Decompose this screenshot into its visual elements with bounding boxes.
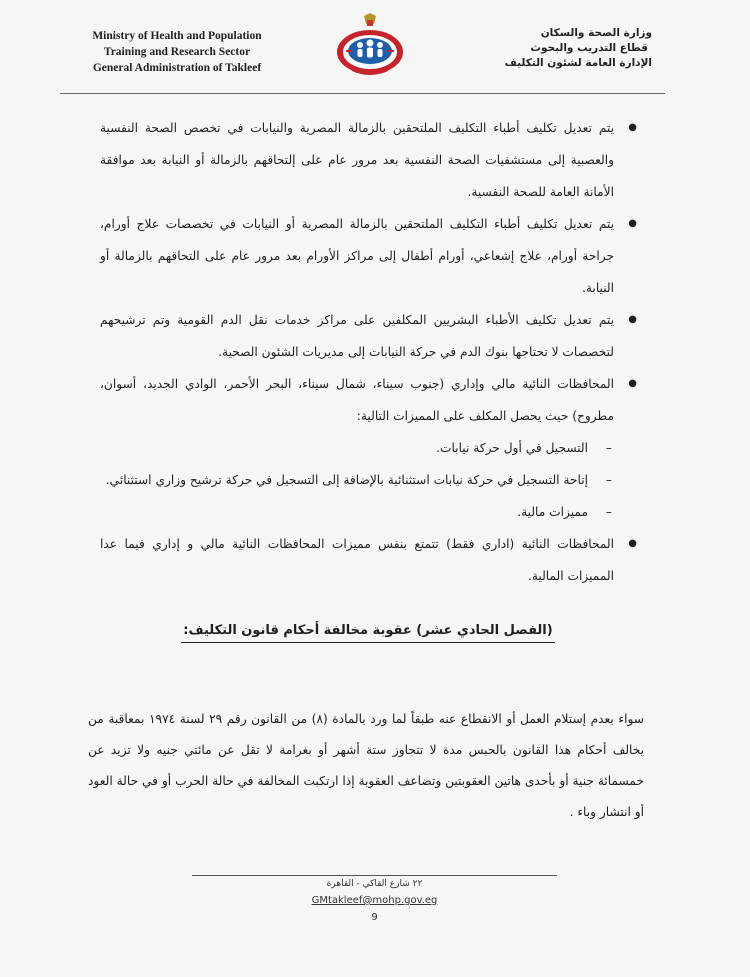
bullet-item: ● المحافظات النائية (اداري فقط) تتمتع بنفس مميزات المحافظات النائية مالي و إداري فيما عدا المميزات المالية.: [100, 528, 636, 592]
bullet-item: ● يتم تعديل تكليف الأطباء البشريين المكلفين على مراكز خدمات نقل الدم القومية وتم ترشيحهم لتخصصات لا تحتاجها بنوك الدم في حركة النيابات إلى مديريات الشئون الصحية.: [100, 304, 636, 368]
footer-divider: [192, 875, 557, 876]
page-number: 9: [371, 912, 378, 923]
header-english-line-1: Ministry of Health and Population: [92, 30, 262, 42]
header-arabic-line-3: الإدارة العامة لشئون التكليف: [504, 57, 652, 69]
footer-address: ٢٢ شارع القاكي - القاهرة: [326, 879, 423, 889]
bullet-item: ● يتم تعديل تكليف أطباء التكليف الملتحقين بالزمالة المصرية والنيابات في تخصص الصحة النفسية والعصبية إلى مستشفيات الصحة النفسية بعد مرور عام على إلتحاقهم بالزمالة أو النيابة بعد موافقة الأمانة العامة للصحة النفسية.: [100, 112, 636, 208]
chapter-heading: [100, 614, 636, 646]
header-arabic: [492, 26, 652, 71]
sub-item: – مميزات مالية.: [100, 496, 636, 528]
bullet-list-continued: [100, 528, 636, 592]
sub-item: – التسجيل في أول حركة نيابات.: [100, 432, 636, 464]
header-english-line-3: General Administration of Takleef: [92, 62, 262, 74]
sub-list: [100, 432, 636, 528]
header-arabic-line-1: وزارة الصحة والسكان: [540, 27, 652, 39]
document-body: [100, 112, 636, 656]
penalty-paragraph: سواء بعدم إستلام العمل أو الانقطاع عنه طبقاً لما ورد بالمادة (٨) من القانون رقم ٢٩ لسنة ١٩٧٤ بمعاقبة من يخالف أحكام هذا القانون بالحبس مدة لا تتجاوز ستة أشهر أو بغرامة لا تقل عن مائتي جنيه ولا تزيد عن خمسمائة جنية أو بأحدى هاتين العقوبتين وتضاعف العقوبة إذا ارتكبت المخالفة في حالة الحرب أو في حالة العود أو انتشار وباء .: [88, 712, 645, 819]
ministry-logo-icon: [330, 12, 410, 82]
bullet-list: [100, 112, 636, 432]
header-english: [62, 28, 292, 76]
header-arabic-line-2: قطاع التدريب والبحوث: [530, 42, 648, 54]
header-divider: [60, 93, 665, 94]
chapter-title: (الفصل الحادي عشر) عقوبة مخالفة أحكام قانون التكليف:: [181, 620, 554, 643]
bullet-item: ● يتم تعديل تكليف أطباء التكليف الملتحقين بالزمالة المصرية أو النيابات في تخصصات علاج أورام، جراحة أورام، علاج إشعاعي، أورام أطفال إلى مراكز الأورام بعد مرور عام على التحاقهم بالزمالة أو النيابة.: [100, 208, 636, 304]
bullet-item: ● المحافظات النائية مالي وإداري (جنوب سيناء، شمال سيناء، البحر الأحمر، الوادي الجديد، أسوان، مطروح) حيث يحصل المكلف على المميزات التالية:: [100, 368, 636, 432]
footer-email-link[interactable]: GMtakleef@mohp.gov.eg: [311, 895, 438, 906]
sub-item: – إتاحة التسجيل في حركة نيابات استثنائية بالإضافة إلى التسجيل في حركة ترشيح وزاري استثنائي.: [100, 464, 636, 496]
header-english-line-2: Training and Research Sector: [103, 46, 251, 58]
